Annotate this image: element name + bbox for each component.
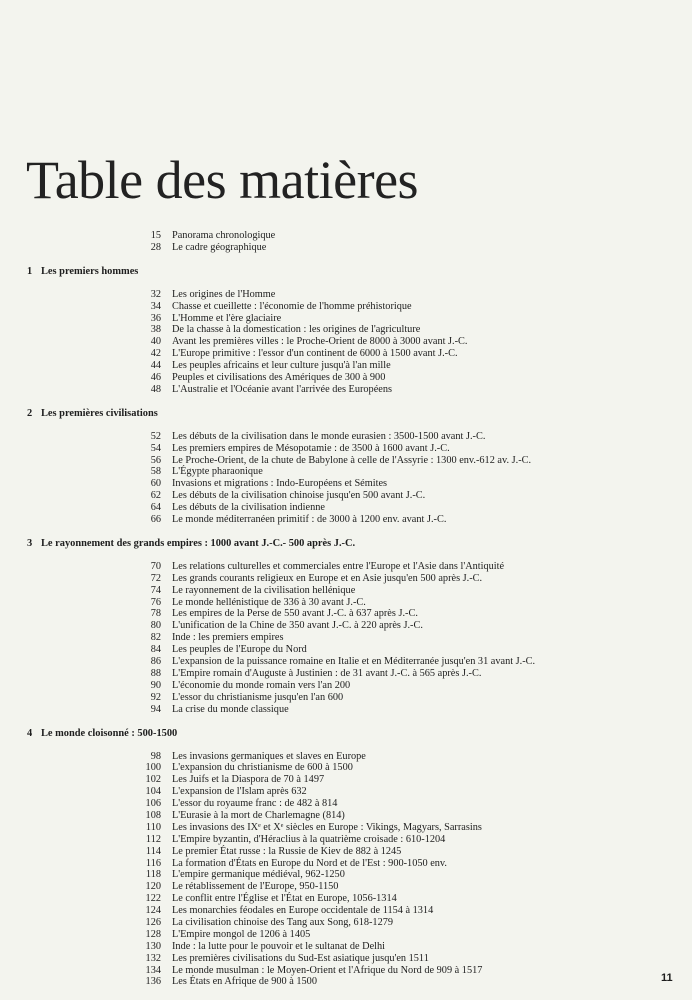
toc-entry	[0, 929, 692, 941]
toc-entry	[0, 846, 692, 858]
toc-entry-title: Les premières civilisations du Sud-Est asiatique jusqu'en 1511	[172, 952, 429, 964]
toc-entry-page: 120	[145, 881, 161, 893]
toc-entry-title: L'essor du christianisme jusqu'en l'an 600	[172, 691, 344, 703]
toc-entry-page: 112	[145, 833, 161, 845]
toc-entry-title: Invasions et migrations : Indo-Européens et Sémites	[172, 478, 388, 490]
toc-entry-title: Le cadre géographique	[172, 241, 267, 253]
toc-entry-page: 122	[145, 893, 161, 905]
toc-entry	[0, 632, 692, 644]
toc-entry-title: Inde : la lutte pour le pouvoir et le sultanat de Delhi	[172, 940, 386, 952]
chapter-title: Les premières civilisations	[41, 407, 158, 419]
toc-entry-title: Les invasions germaniques et slaves en Europe	[172, 750, 366, 762]
toc-entry-page: 80	[150, 620, 161, 632]
toc-entry	[0, 230, 692, 242]
toc-entry	[0, 478, 692, 490]
toc-entry-title: L'expansion de l'Islam après 632	[172, 786, 307, 798]
chapter-number: 3	[27, 537, 33, 549]
toc-entry-title: Les monarchies féodales en Europe occidentale de 1154 à 1314	[172, 905, 434, 917]
toc-entry-title: L'Europe primitive : l'essor d'un continent de 6000 à 1500 avant J.-C.	[172, 348, 458, 360]
toc-entry-page: 52	[150, 430, 161, 442]
toc-entry-page: 134	[145, 964, 161, 976]
toc-entry-page: 92	[150, 691, 161, 703]
toc-entry-title: Les débuts de la civilisation indienne	[172, 502, 325, 514]
toc-entry	[0, 858, 692, 870]
toc-entry	[0, 917, 692, 929]
toc-entry-page: 15	[150, 230, 161, 241]
toc-entry-page: 114	[145, 845, 161, 857]
toc-entry	[0, 620, 692, 632]
toc-entry-page: 42	[150, 348, 161, 360]
chapter-number: 2	[27, 407, 33, 419]
toc-entry-page: 28	[150, 241, 161, 253]
toc-entry-title: Les États en Afrique de 900 à 1500	[172, 976, 317, 988]
toc-entry-page: 46	[150, 372, 161, 384]
toc-entry	[0, 810, 692, 822]
toc-entry-title: La civilisation chinoise des Tang aux Song, 618-1279	[172, 916, 394, 928]
toc-entry-page: 108	[145, 809, 161, 821]
toc-entry	[0, 360, 692, 372]
toc-entry	[0, 348, 692, 360]
toc-entry-title: La formation d'États en Europe du Nord et de l'Est : 900-1050 env.	[172, 857, 447, 869]
toc-entry	[0, 644, 692, 656]
toc-entry-page: 48	[150, 383, 161, 395]
toc-entry	[0, 869, 692, 881]
toc-entry-title: Les invasions des IXᵉ et Xᵉ siècles en Europe : Vikings, Magyars, Sarrasins	[172, 821, 482, 833]
toc-entry	[0, 704, 692, 716]
toc-entry	[0, 774, 692, 786]
toc-entry-page: 126	[145, 916, 161, 928]
toc-entry	[0, 289, 692, 301]
page-title: Table des matières	[26, 150, 419, 210]
toc-entry-title: Les débuts de la civilisation dans le monde eurasien : 3500-1500 avant J.-C.	[172, 430, 486, 442]
chapter-heading	[27, 537, 692, 551]
toc-entry-page: 78	[150, 608, 161, 620]
toc-entry-title: L'Empire byzantin, d'Héraclius à la quatrième croisade : 610-1204	[172, 833, 446, 845]
toc-entry-page: 62	[150, 490, 161, 502]
toc-entry-page: 102	[145, 774, 161, 786]
toc-entry-title: Le rayonnement de la civilisation hellénique	[172, 584, 356, 596]
chapter-heading	[27, 727, 692, 741]
toc-entry-page: 132	[145, 952, 161, 964]
toc-entry-title: Les Juifs et la Diaspora de 70 à 1497	[172, 774, 325, 786]
table-of-contents	[0, 230, 692, 988]
toc-entry	[0, 656, 692, 668]
chapter-number: 4	[27, 727, 33, 739]
toc-entry	[0, 881, 692, 893]
toc-entry-title: L'Empire mongol de 1206 à 1405	[172, 928, 311, 940]
toc-entry	[0, 976, 692, 988]
toc-entry	[0, 443, 692, 455]
toc-entry-page: 130	[145, 940, 161, 952]
toc-entry	[0, 597, 692, 609]
toc-entry-title: Le Proche-Orient, de la chute de Babylone à celle de l'Assyrie : 1300 env.-612 av. J.-C.	[172, 454, 532, 466]
toc-entry	[0, 242, 692, 254]
toc-entry-page: 60	[150, 478, 161, 490]
toc-entry-page: 84	[150, 644, 161, 656]
toc-entry-page: 72	[150, 572, 161, 584]
toc-entry-page: 34	[150, 300, 161, 312]
toc-entry	[0, 822, 692, 834]
toc-entry-title: Les débuts de la civilisation chinoise jusqu'en 500 avant J.-C.	[172, 490, 426, 502]
toc-entry	[0, 573, 692, 585]
toc-entry-title: Le rétablissement de l'Europe, 950-1150	[172, 881, 339, 893]
toc-entry	[0, 336, 692, 348]
toc-entry-page: 116	[145, 857, 161, 869]
toc-entry	[0, 751, 692, 763]
toc-entry-title: L'Eurasie à la mort de Charlemagne (814)	[172, 809, 345, 821]
toc-entry	[0, 893, 692, 905]
toc-entry-title: Les empires de la Perse de 550 avant J.-C. à 637 après J.-C.	[172, 608, 418, 620]
toc-entry-page: 74	[150, 584, 161, 596]
toc-entry-title: De la chasse à la domestication : les origines de l'agriculture	[172, 324, 421, 336]
toc-entry-page: 98	[150, 750, 161, 762]
toc-entry-page: 36	[150, 312, 161, 324]
toc-entry	[0, 953, 692, 965]
toc-entry	[0, 941, 692, 953]
toc-entry-page: 128	[145, 928, 161, 940]
toc-entry-page: 124	[145, 905, 161, 917]
toc-entry-page: 76	[150, 596, 161, 608]
toc-entry-page: 104	[145, 786, 161, 798]
toc-entry	[0, 514, 692, 526]
toc-entry-title: Les peuples africains et leur culture jusqu'à l'an mille	[172, 360, 391, 372]
toc-entry-title: L'économie du monde romain vers l'an 200	[172, 679, 351, 691]
toc-entry-page: 86	[150, 656, 161, 668]
toc-entry-title: L'expansion du christianisme de 600 à 1500	[172, 762, 353, 774]
toc-entry	[0, 466, 692, 478]
toc-entry-title: L'Égypte pharaonique	[172, 466, 263, 478]
toc-entry-page: 32	[150, 288, 161, 300]
page-number: 11	[661, 972, 673, 984]
toc-entry-title: L'essor du royaume franc : de 482 à 814	[172, 798, 338, 810]
toc-entry-page: 38	[150, 324, 161, 336]
toc-entry-page: 90	[150, 679, 161, 691]
toc-entry	[0, 965, 692, 977]
toc-entry	[0, 668, 692, 680]
toc-entry-title: Le monde hellénistique de 336 à 30 avant J.-C.	[172, 596, 366, 608]
toc-entry	[0, 372, 692, 384]
toc-entry-page: 82	[150, 632, 161, 644]
chapter-title: Les premiers hommes	[41, 265, 139, 277]
toc-entry-title: L'Australie et l'Océanie avant l'arrivée des Européens	[172, 383, 392, 395]
toc-entry	[0, 680, 692, 692]
toc-entry-page: 66	[150, 514, 161, 526]
toc-entry-page: 94	[150, 703, 161, 715]
toc-entry-title: Panorama chronologique	[172, 230, 276, 241]
toc-entry-title: Avant les premières villes : le Proche-Orient de 8000 à 3000 avant J.-C.	[172, 336, 468, 348]
toc-entry-title: Inde : les premiers empires	[172, 632, 284, 644]
chapter-title: Le rayonnement des grands empires : 1000 avant J.-C.- 500 après J.-C.	[41, 537, 356, 549]
toc-entry-page: 56	[150, 454, 161, 466]
toc-entry-page: 58	[150, 466, 161, 478]
toc-entry	[0, 455, 692, 467]
toc-entry-page: 40	[150, 336, 161, 348]
toc-entry	[0, 834, 692, 846]
toc-entry-page: 70	[150, 560, 161, 572]
toc-entry-title: Les relations culturelles et commerciales entre l'Europe et l'Asie dans l'Antiquité	[172, 560, 505, 572]
toc-entry	[0, 692, 692, 704]
toc-entry-title: L'unification de la Chine de 350 avant J.-C. à 220 après J.-C.	[172, 620, 423, 632]
toc-entry-page: 64	[150, 502, 161, 514]
toc-entry-title: L'Empire romain d'Auguste à Justinien : de 31 avant J.-C. à 565 après J.-C.	[172, 667, 482, 679]
toc-entry-page: 54	[150, 442, 161, 454]
toc-entry-page: 44	[150, 360, 161, 372]
toc-entry	[0, 502, 692, 514]
toc-entry-page: 88	[150, 667, 161, 679]
toc-entry-title: Le premier État russe : la Russie de Kiev de 882 à 1245	[172, 845, 402, 857]
toc-entry-title: Chasse et cueillette : l'économie de l'homme préhistorique	[172, 300, 412, 312]
chapter-heading	[27, 407, 692, 421]
toc-entry-title: Les premiers empires de Mésopotamie : de 3500 à 1600 avant J.-C.	[172, 442, 450, 454]
toc-entry	[0, 490, 692, 502]
toc-entry	[0, 324, 692, 336]
toc-entry-title: L'Homme et l'ère glaciaire	[172, 312, 282, 324]
toc-entry	[0, 561, 692, 573]
toc-entry-title: Le monde musulman : le Moyen-Orient et l'Afrique du Nord de 909 à 1517	[172, 964, 483, 976]
chapter-number: 1	[27, 265, 33, 277]
toc-entry	[0, 762, 692, 774]
toc-entry-page: 136	[145, 976, 161, 988]
toc-entry-page: 118	[145, 869, 161, 881]
toc-entry-page: 100	[145, 762, 161, 774]
toc-entry-title: Peuples et civilisations des Amériques de 300 à 900	[172, 372, 386, 384]
toc-entry	[0, 798, 692, 810]
toc-entry-title: L'empire germanique médiéval, 962-1250	[172, 869, 345, 881]
toc-entry-title: Le monde méditerranéen primitif : de 3000 à 1200 env. avant J.-C.	[172, 514, 447, 526]
toc-entry-title: La crise du monde classique	[172, 703, 289, 715]
toc-entry-page: 106	[145, 798, 161, 810]
toc-entry-title: Le conflit entre l'Église et l'État en Europe, 1056-1314	[172, 893, 397, 905]
toc-entry-page: 110	[145, 821, 161, 833]
toc-entry	[0, 585, 692, 597]
chapter-title: Le monde cloisonné : 500-1500	[41, 727, 178, 739]
toc-entry	[0, 786, 692, 798]
toc-entry	[0, 384, 692, 396]
toc-entry-title: Les grands courants religieux en Europe et en Asie jusqu'en 500 après J.-C.	[172, 572, 483, 584]
toc-entry	[0, 608, 692, 620]
toc-entry	[0, 313, 692, 325]
toc-entry-title: Les peuples de l'Europe du Nord	[172, 644, 307, 656]
chapter-heading	[27, 265, 692, 279]
toc-entry	[0, 431, 692, 443]
toc-entry	[0, 301, 692, 313]
toc-entry	[0, 905, 692, 917]
toc-entry-title: Les origines de l'Homme	[172, 288, 276, 300]
toc-entry-title: L'expansion de la puissance romaine en Italie et en Méditerranée jusqu'en 31 avant J.-C.	[172, 656, 536, 668]
